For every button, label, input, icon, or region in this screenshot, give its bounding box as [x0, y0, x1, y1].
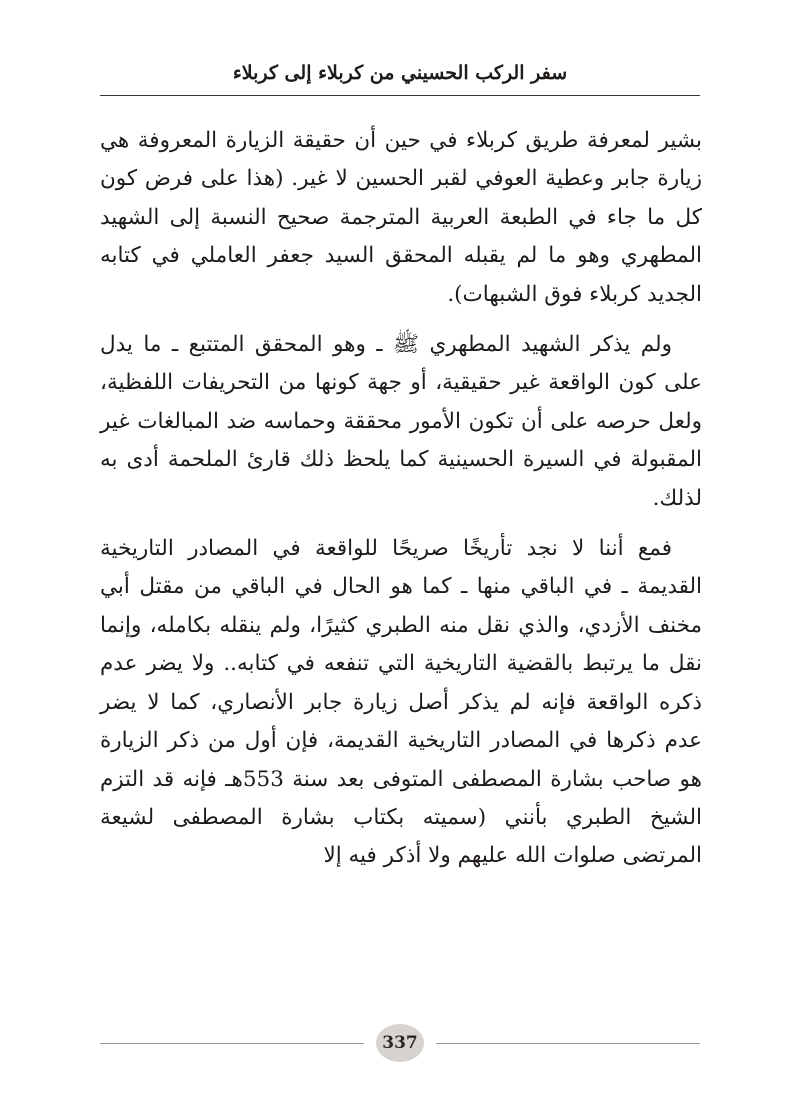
running-header-title: سفر الركب الحسيني من كربلاء إلى كربلاء — [232, 62, 568, 84]
page-number: 337 — [376, 1024, 424, 1062]
footer-rule-left — [100, 1043, 364, 1044]
paragraph-2: ولم يذكر الشهيد المطهري ﷺ ـ وهو المحقق المتتبع ـ ما يدل على كون الواقعة غير حقيقية، أو جهة كونها من التحريفات اللفظية، ولعل حرصه على أن تكون الأمور محققة وحماسه ضد المبالغات غير المقبولة في السيرة الحسينية كما يلحظ ذلك قارئ الملحمة أدى به لذلك. — [100, 332, 702, 511]
paragraph-3: فمع أننا لا نجد تأريخًا صريحًا للواقعة في المصادر التاريخية القديمة ـ في الباقي منها ـ كما هو الحال في الباقي من مقتل أبي مخنف الأزدي، والذي نقل منه الطبري كثيرًا، ولم ينقله بكامله، وإنما نقل ما يرتبط بالقضية التاريخية التي تنفعه في كتابه.. ولا يضر عدم ذكره الواقعة فإنه لم يذكر أصل زيارة جابر الأنصاري، كما لا يضر عدم ذكرها في المصادر التاريخية القديمة، فإن أول من ذكر الزيارة هو صاحب بشارة المصطفى المتوفى بعد سنة 553هـ فإنه قد التزم الشيخ الطبري بأنني (سميته بكتاب بشارة المصطفى لشيعة المرتضى صلوات الله عليهم ولا أذكر فيه إلا — [100, 536, 702, 869]
footer-rule-right — [436, 1043, 700, 1044]
page-footer — [100, 1022, 700, 1066]
paragraph-1: بشير لمعرفة طريق كربلاء في حين أن حقيقة الزيارة المعروفة هي زيارة جابر وعطية العوفي لقبر الحسين لا غير. (هذا على فرض كون كل ما جاء في الطبعة العربية المترجمة صحيح النسبة إلى الشهيد المطهري وهو ما لم يقبله المحقق السيد جعفر العاملي في كتابه الجديد كربلاء فوق الشبهات). — [100, 128, 702, 307]
header-divider — [100, 95, 700, 96]
page-body — [100, 122, 702, 876]
